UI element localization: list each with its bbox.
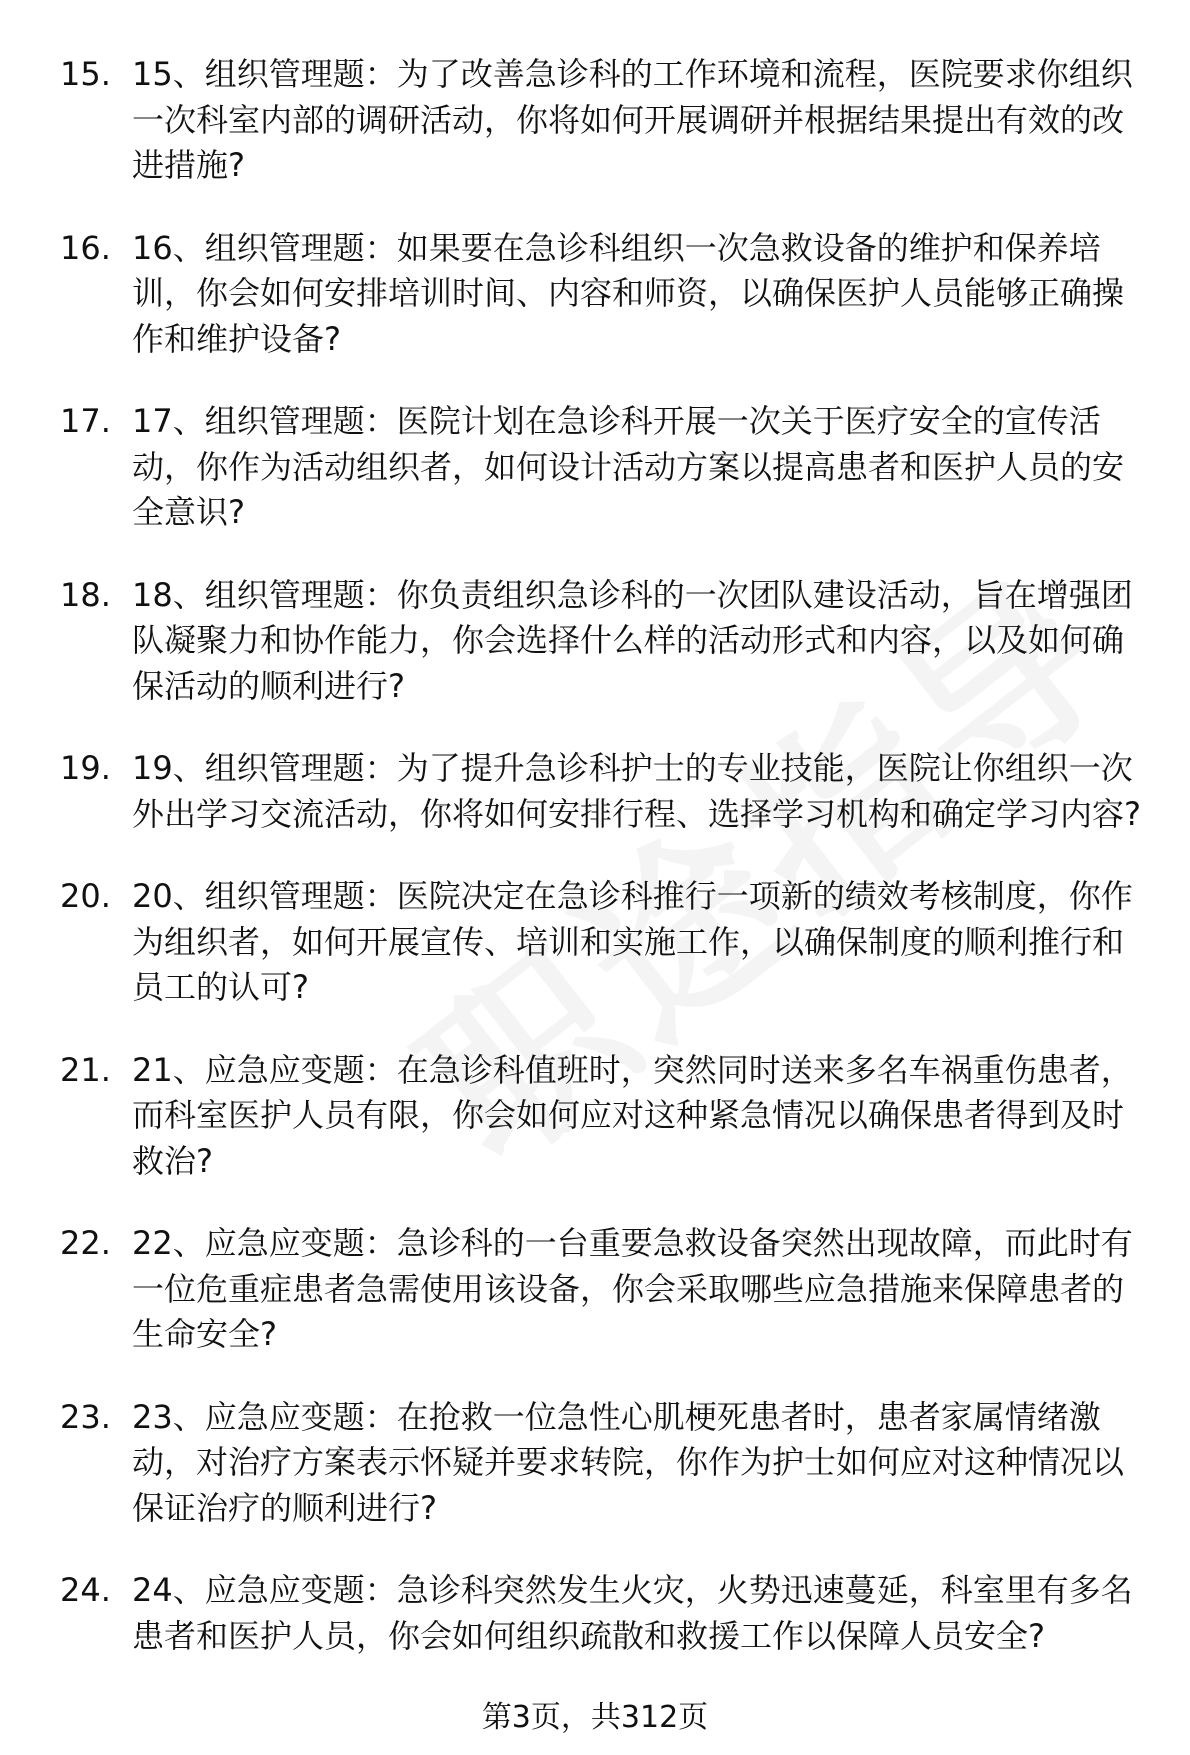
question-number: 23. [60,1397,111,1436]
question-text: 17、组织管理题：医院计划在急诊科开展一次关于医疗安全的宣传活动，你作为活动组织者，如何设计活动方案以提高患者和医护人员的安全意识? [132,402,1125,531]
question-number: 15. [60,55,111,93]
question-text: 15、组织管理题：为了改善急诊科的工作环境和流程，医院要求你组织一次科室内部的调研活动，你将如何开展调研并根据结果提出有效的改进措施? [132,55,1133,184]
question-number: 22. [60,1224,111,1262]
question-text: 24、应急应变题：急诊科突然发生火灾，火势迅速蔓延，科室里有多名患者和医护人员，你会如何组织疏散和救援工作以保障人员安全? [132,1571,1133,1655]
question-text: 18、组织管理题：你负责组织急诊科的一次团队建设活动，旨在增强团队凝聚力和协作能力，你会选择什么样的活动形式和内容，以及如何确保活动的顺利进行? [132,575,1133,705]
question-number: 20. [60,877,111,915]
question-item [60,1395,1150,1532]
question-text: 21、应急应变题：在急诊科值班时，突然同时送来多名车祸重伤患者，而科室医护人员有限，你会如何应对这种紧急情况以确保患者得到及时救治? [132,1050,1133,1180]
question-item [60,399,1150,536]
question-text: 22、应急应变题：急诊科的一台重要急救设备突然出现故障，而此时有一位危重症患者急需使用该设备，你会采取哪些应急措施来保障患者的生命安全? [132,1224,1133,1353]
question-item [60,1048,1150,1185]
question-number: 17. [60,402,111,440]
question-item [60,1568,1150,1659]
question-list [60,52,1150,1696]
question-text: 19、组织管理题：为了提升急诊科护士的专业技能，医院让你组织一次外出学习交流活动，你将如何安排行程、选择学习机构和确定学习内容? [132,749,1141,833]
question-text: 20、组织管理题：医院决定在急诊科推行一项新的绩效考核制度，你作为组织者，如何开展宣传、培训和实施工作，以确保制度的顺利推行和员工的认可? [132,877,1133,1006]
question-text: 23、应急应变题：在抢救一位急性心肌梗死患者时，患者家属情绪激动，对治疗方案表示怀疑并要求转院，你作为护士如何应对这种情况以保证治疗的顺利进行? [132,1397,1125,1527]
question-item [60,52,1150,189]
question-number: 19. [60,749,111,787]
question-number: 16. [60,228,111,267]
question-text: 16、组织管理题：如果要在急诊科组织一次急救设备的维护和保养培训，你会如何安排培训时间、内容和师资，以确保医护人员能够正确操作和维护设备? [132,228,1125,358]
question-item [60,874,1150,1011]
question-item [60,746,1150,837]
question-number: 24. [60,1571,111,1609]
question-number: 21. [60,1050,111,1089]
question-number: 18. [60,575,111,614]
question-item [60,573,1150,710]
page-footer: 第3页，共312页 [481,1700,709,1735]
question-item [60,226,1150,363]
question-item [60,1221,1150,1358]
